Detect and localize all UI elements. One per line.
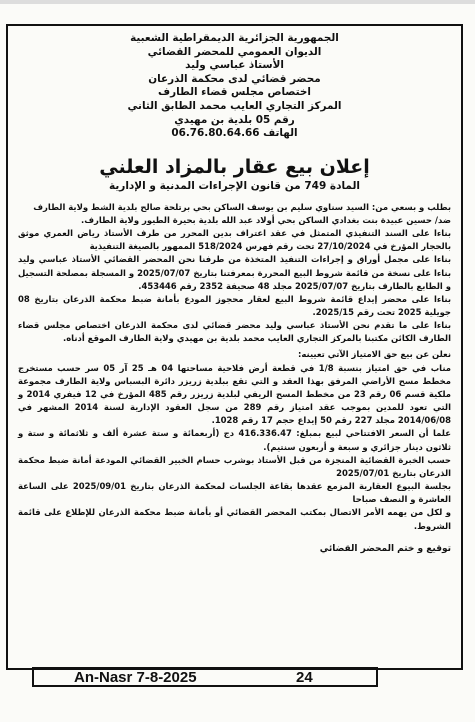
body-paragraph: بناءا على السند التنفيذي المتمثل في عقد اعتراف بدين المحرر من طرف الأستاذ رياض العمري موثق بالحجار المؤرخ في 27/10/2024 تحت رقم فهرس 518/2024 الممهور بالصيغة التنفيذية bbox=[18, 228, 451, 252]
publication-date: An-Nasr 7-8-2025 bbox=[74, 669, 197, 686]
body-paragraph: بناءا على مجمل أوراق و إجراءات التنفيذ المتخذة من طرفنا نحن المحضر القضائي الأستاذ عباسي وليد بناءا على نسخة من قائمة شروط البيع المحررة بمعرفتنا بتاريخ 2025/07/07 و المسجلة بمصلحة التسجيل و الطابع بالطارف بتاريخ 2025/07/07 مجلد 48 صحيفة 2352 رقم 453446. bbox=[18, 254, 452, 291]
header-line: محضر قضائي لدى محكمة الذرعان bbox=[148, 72, 321, 85]
signature-line: توقيع و ختم المحضر القضائي bbox=[319, 543, 451, 554]
body-paragraph: بناءا على ما تقدم نحن الأستاذ عباسي وليد محضر قضائي لدى محكمة الذرعان اختصاص مجلس قضاء الطارف الكائن مكتبنا بالمركز التجاري العايب محمد بلدية بن مهيدي ولاية الطارف الموقع أدناه. bbox=[18, 320, 451, 344]
header-line: الجمهورية الجزائرية الديمقراطية الشعبية bbox=[130, 32, 339, 44]
body-paragraph: و لكل من يهمه الأمر الاتصال بمكتب المحضر القضائي أو بأمانة ضبط محكمة الذرعان للإطلاع على قائمة الشروط. bbox=[18, 507, 451, 531]
page-number: 24 bbox=[296, 669, 313, 686]
auction-notice bbox=[6, 24, 463, 670]
header-line: رقم 05 بلدية بن مهيدي bbox=[174, 113, 295, 126]
body-paragraph: بطلب و بسعي من: السيد سناوي سليم بن يوسف الساكن بحي برتلحة صالح بلدية الشط ولاية الطارف bbox=[33, 201, 451, 212]
page-top-edge bbox=[0, 0, 475, 4]
header-line: الأستاذ عباسي وليد bbox=[185, 59, 284, 72]
body-paragraph: بجلسة البيوع العقارية المزمع عقدها بقاعة الجلسات لمحكمة الذرعان بتاريخ 2025/09/01 على الساعة العاشرة و النصف صباحا bbox=[18, 481, 451, 505]
body-paragraph: ضد/ حسين عبيدة بنت بغدادي الساكن بحي أولاد عبد الله بلدية بحيرة الطيور ولاية الطارف. bbox=[81, 214, 451, 225]
header-line: المركز التجاري العايب محمد الطابق الثاني bbox=[127, 99, 342, 112]
body-paragraph: علما أن السعر الافتتاحي لبيع بمبلغ: 416.336.47 دج (أربعمائة و ستة عشرة ألف و ثلاثمائة و ستة و ثلاثون دينار جزائري و سبعة و أربعون سنتيم). bbox=[18, 428, 451, 452]
notice-title: إعلان بيع عقار بالمزاد العلني bbox=[99, 155, 370, 178]
page-footer bbox=[32, 667, 378, 687]
issuer-header bbox=[18, 32, 451, 141]
body-paragraph: نعلن عن بيع حق الامتياز الآتي تعيينه: bbox=[298, 349, 451, 360]
header-line: اختصاص مجلس قضاء الطارف bbox=[158, 86, 311, 99]
body-paragraph: مناب في حق امتياز بنسبة 1/8 في قطعة أرض فلاحية مساحتها 04 هـ 25 آر 05 سر حسب مستخرج مخطط مسح الأراضي المرفق بهذا العقد و التي تقع ببلدية زريزر دائرة البسباس ولاية الطارف مجموعة ملكية قسم 06 رقم 23 من مخطط المسح الريفي لبلدية زريزر رقم 485 المؤرخ في 12 فيفري 2014 و التي تعود للمدين بموجب عقد امتياز رقم 289 من سجل العقود الإدارية لسنة 2014 المشهر في 2014/06/08 مجلد 227 رقم 50 إيداع حجم 17 رقم 1028. bbox=[18, 362, 452, 426]
header-line: الديوان العمومي للمحضر القضائي bbox=[147, 45, 322, 58]
notice-body bbox=[18, 201, 451, 533]
body-paragraph: بناءا على محضر إيداع قائمة شروط البيع لعقار محجوز المودع بأمانة ضبط محكمة الذرعان بتاريخ 08 جويلية 2025 تحت رقم 2025/15. bbox=[18, 293, 451, 317]
header-line: الهاتف 06.76.80.64.66 bbox=[171, 127, 298, 140]
body-paragraph: حسب الخبرة القضائية المنجزة من قبل الأستاذ بوشرب حسام الخبير القضائي المودعة أمانة ضبط محكمة الذرعان بتاريخ 2025/07/01 bbox=[18, 454, 451, 478]
notice-subtitle: المادة 749 من قانون الإجراءات المدنية و الإدارية bbox=[108, 179, 361, 192]
